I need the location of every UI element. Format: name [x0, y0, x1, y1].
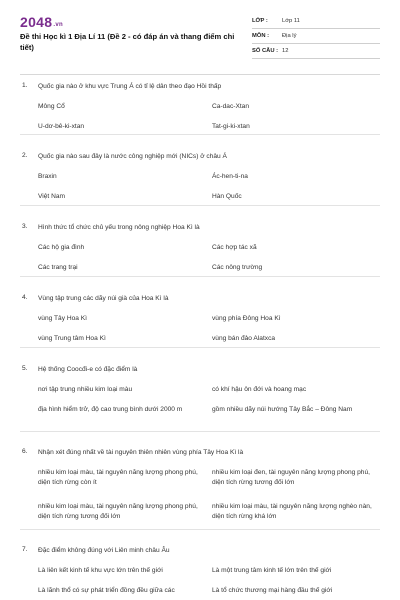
question-number: 4. — [22, 294, 28, 301]
meta-value: Địa lý — [282, 33, 297, 39]
option-d[interactable]: vùng bán đảo Alatxca — [212, 335, 276, 342]
option-a[interactable]: Mông Cổ — [38, 103, 65, 110]
question-text: Quốc gia nào sau đây là nước công nghiệp mới (NICs) ở châu Á — [38, 153, 227, 160]
question-divider — [20, 276, 380, 277]
meta-label: SỐ CÂU : — [252, 48, 279, 54]
question-text: Vùng tập trung các dãy núi già của Hoa Kì là — [38, 295, 169, 302]
option-b[interactable]: Ca-dac-Xtan — [212, 103, 250, 110]
question-divider — [20, 205, 380, 206]
meta-value: 12 — [282, 48, 289, 54]
question-number: 2. — [22, 152, 28, 159]
question-divider — [20, 431, 380, 432]
option-d[interactable]: Là tổ chức thương mại hàng đầu thế giới — [212, 587, 333, 594]
question-number: 3. — [22, 223, 28, 230]
option-b[interactable]: Là một trung tâm kinh tế lớn trên thế giới — [212, 567, 332, 574]
option-a[interactable]: Là liên kết kinh tế khu vực lớn trên thế giới — [38, 567, 163, 574]
question-text: Đặc điểm không đúng với Liên minh châu Âu — [38, 547, 170, 554]
meta-row-grade — [252, 14, 380, 29]
option-c[interactable]: nhiều kim loại màu, tài nguyên năng lượng phong phú, diện tích rừng tương đối lớn — [38, 503, 198, 520]
question-text: Nhận xét đúng nhất về tài nguyên thiên nhiên vùng phía Tây Hoa Kì là — [38, 449, 244, 456]
option-a[interactable]: Braxin — [38, 173, 57, 180]
question-divider — [20, 134, 380, 135]
meta-row-count — [252, 44, 380, 59]
site-logo[interactable] — [20, 14, 63, 30]
option-d[interactable]: Hàn Quốc — [212, 193, 242, 200]
option-c[interactable]: U-dơ-bê-ki-xtan — [38, 123, 85, 130]
meta-value: Lớp 11 — [282, 18, 300, 24]
option-a[interactable]: vùng Tây Hoa Kì — [38, 315, 87, 322]
question-number: 5. — [22, 365, 28, 372]
option-d[interactable]: Các nông trường — [212, 264, 263, 271]
meta-label: MÔN : — [252, 33, 270, 39]
option-b[interactable]: nhiều kim loại đen, tài nguyên năng lượng phong phú, diện tích rừng tương đối lớn — [212, 469, 370, 486]
option-c[interactable]: Các trang trại — [38, 264, 78, 271]
option-d[interactable]: Tat-gi-ki-xtan — [212, 123, 250, 130]
option-c[interactable]: Là lãnh thổ có sự phát triển đồng đều giữa các — [38, 587, 175, 594]
question-divider — [20, 529, 380, 530]
question-number: 1. — [22, 82, 28, 89]
document-title: Đề thi Học kì 1 Địa Lí 11 (Đề 2 - có đáp án và thang điểm chi tiết) — [20, 32, 235, 52]
question-number: 7. — [22, 546, 28, 553]
meta-label: LỚP : — [252, 18, 268, 24]
question-text: Hình thức tổ chức chủ yếu trong nông nghiệp Hoa Kì là — [38, 224, 200, 231]
option-c[interactable]: vùng Trung tâm Hoa Kì — [38, 335, 106, 342]
question-divider — [20, 347, 380, 348]
option-b[interactable]: Ác-hen-ti-na — [212, 173, 248, 180]
meta-row-subject — [252, 29, 380, 44]
option-a[interactable]: Các hộ gia đình — [38, 244, 85, 251]
option-a[interactable]: nhiều kim loại màu, tài nguyên năng lượng phong phú, diện tích rừng còn ít — [38, 469, 198, 486]
logo-suffix: .vn — [53, 22, 63, 28]
option-b[interactable]: vùng phía Đông Hoa Kì — [212, 315, 281, 322]
header-divider — [20, 74, 380, 75]
option-d[interactable]: gồm nhiều dãy núi hướng Tây Bắc – Đông Nam — [212, 406, 353, 413]
option-a[interactable]: nơi tập trung nhiều kim loại màu — [38, 386, 133, 393]
question-number: 6. — [22, 448, 28, 455]
option-d[interactable]: nhiều kim loại màu, tài nguyên năng lượng nghèo nàn, diện tích rừng khá lớn — [212, 503, 372, 520]
document-header — [0, 0, 400, 74]
question-text: Quốc gia nào ở khu vực Trung Á có tỉ lệ dân theo đạo Hồi thấp — [38, 83, 222, 90]
option-b[interactable]: Các hợp tác xã — [212, 244, 257, 251]
question-text: Hệ thống Coocđi-e có đặc điểm là — [38, 366, 138, 373]
option-b[interactable]: có khí hậu ôn đới và hoang mạc — [212, 386, 307, 393]
option-c[interactable]: địa hình hiểm trở, độ cao trung bình dưới 2000 m — [38, 406, 183, 413]
logo-main: 2048 — [20, 14, 53, 30]
option-c[interactable]: Việt Nam — [38, 193, 65, 200]
meta-table — [252, 14, 380, 59]
